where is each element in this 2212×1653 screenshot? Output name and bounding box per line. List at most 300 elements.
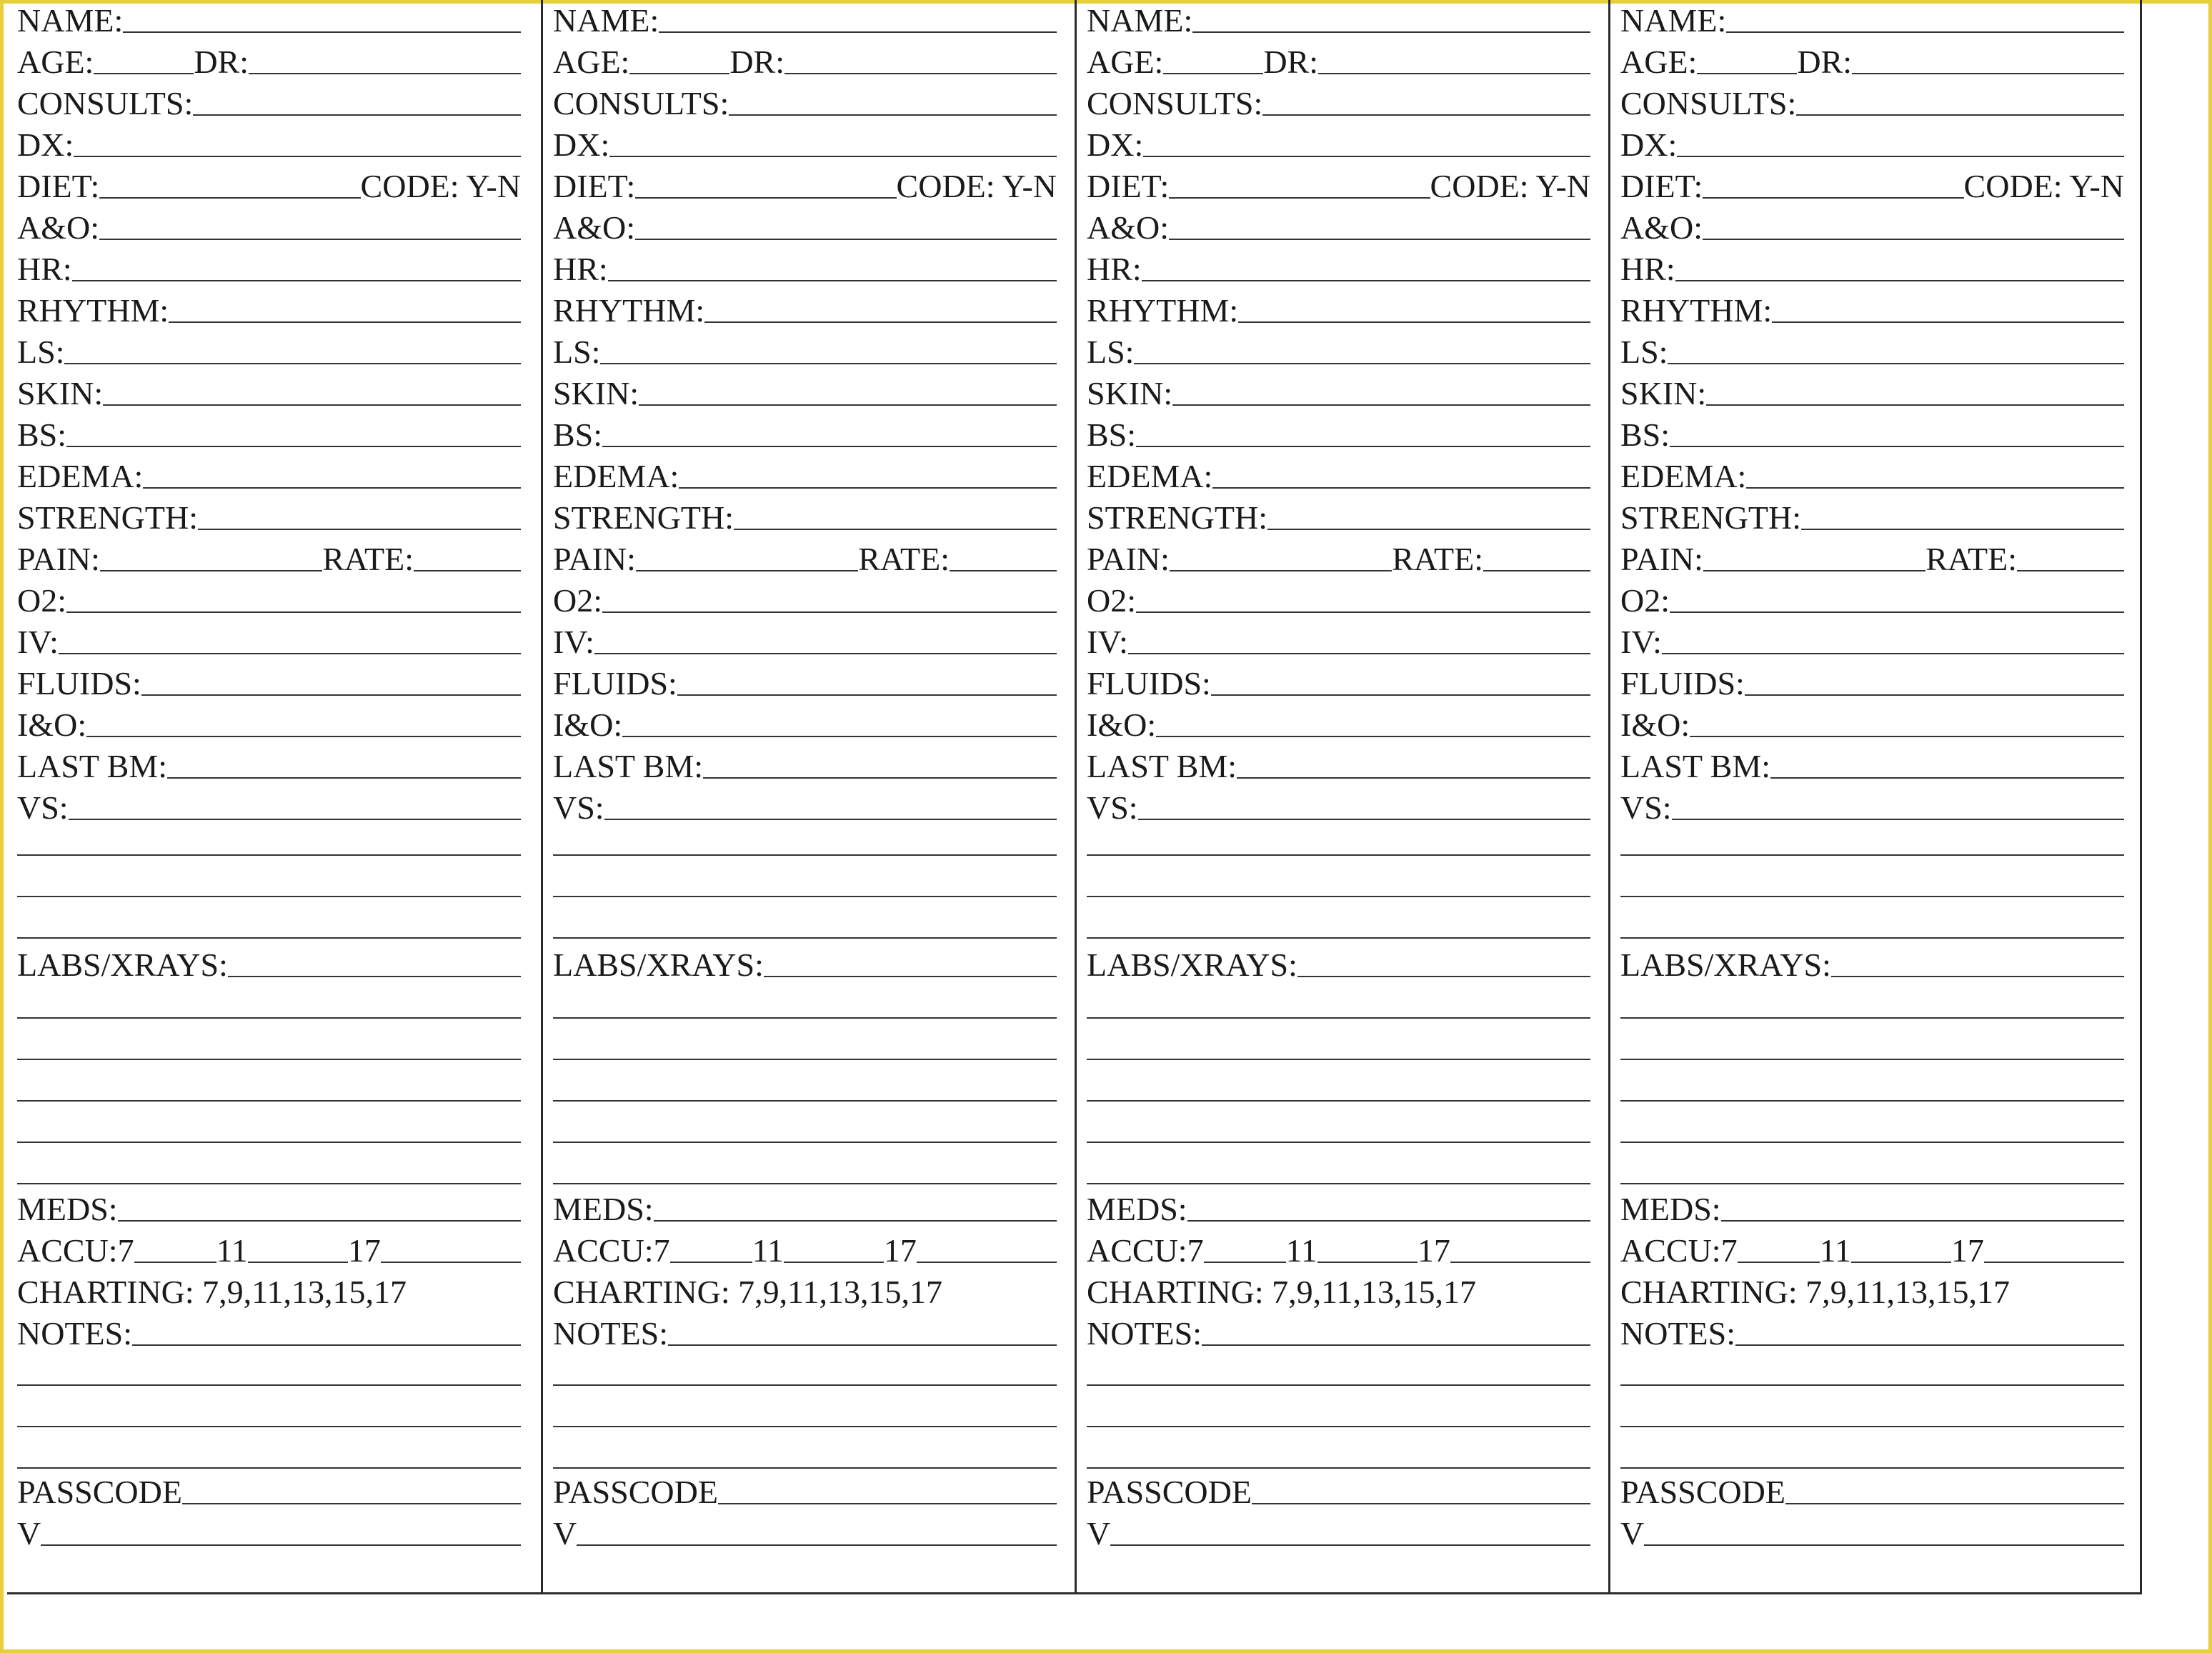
a-and-o-label: A&O: [17,209,99,246]
last-bm-field[interactable] [703,776,1057,779]
hr-row [553,249,1057,286]
labs-extra-line[interactable] [1087,1142,1590,1143]
iv-label: IV: [553,624,594,660]
a-and-o-row [553,207,1057,244]
patient-report-sheet [7,0,2142,1594]
labs-extra-line[interactable] [553,1100,1057,1102]
o2-label: O2: [1620,582,1670,619]
charting-label: CHARTING: 7,9,11,13,15,17 [17,1274,407,1310]
edema-row [1087,456,1590,493]
o2-field[interactable] [66,610,521,613]
fluids-field[interactable] [1745,693,2124,696]
consults-label: CONSULTS: [17,85,194,121]
age-dr-row [553,41,1057,79]
consults-row [1087,83,1590,120]
rhythm-label: RHYTHM: [1620,292,1773,329]
labs-xrays-field[interactable] [228,974,521,977]
notes-extra-line[interactable] [1620,1467,2124,1469]
pain-field[interactable] [1703,569,1925,571]
skin-field[interactable] [1706,403,2124,406]
passcode-field[interactable] [1252,1502,1590,1504]
consults-field[interactable] [1262,113,1590,116]
labs-extra-line[interactable] [1620,1142,2124,1143]
bs-field[interactable] [1136,444,1590,447]
rate-label: RATE: [858,541,950,577]
pain-label: PAIN: [1087,541,1170,577]
age-dr-row [1087,41,1590,79]
passcode-field[interactable] [718,1502,1057,1504]
age-label: AGE: [1620,44,1698,80]
pain-label: PAIN: [17,541,100,577]
labs-extra-line[interactable] [1087,1017,1590,1019]
vs-row [1087,787,1590,824]
vs-label: VS: [1087,789,1138,826]
charting-label: CHARTING: 7,9,11,13,15,17 [553,1274,942,1310]
charting-label: CHARTING: 7,9,11,13,15,17 [1620,1274,2010,1310]
notes-extra-line[interactable] [553,1426,1057,1427]
edema-field[interactable] [143,486,521,489]
skin-row [1087,373,1590,410]
a-and-o-row [17,207,521,244]
name-field[interactable] [123,30,521,33]
rhythm-label: RHYTHM: [1087,292,1239,329]
vs-field[interactable] [1138,817,1590,820]
ls-row [17,331,521,369]
last-bm-label: LAST BM: [1087,748,1237,784]
ls-label: LS: [1620,334,1668,370]
ls-field[interactable] [1668,361,2124,364]
hr-field[interactable] [72,279,521,281]
o2-label: O2: [1087,582,1136,619]
vs-extra-line[interactable] [17,854,521,856]
vs-extra-line[interactable] [1087,896,1590,897]
hr-field[interactable] [1675,279,2124,281]
vs-extra-line[interactable] [17,896,521,897]
last-bm-field[interactable] [1770,776,2124,779]
notes-field[interactable] [132,1343,521,1346]
charting-row [17,1272,521,1309]
hr-field[interactable] [1142,279,1590,281]
rhythm-label: RHYTHM: [17,292,169,329]
meds-field[interactable] [654,1219,1057,1222]
v-field[interactable] [577,1543,1057,1546]
accu-field-11[interactable] [1317,1260,1418,1263]
fluids-label: FLUIDS: [1620,665,1745,701]
iv-row [17,621,521,659]
rhythm-field[interactable] [1772,320,2124,323]
age-field[interactable] [94,71,194,74]
accu-11-label: 11 [752,1232,784,1269]
i-and-o-row [1087,704,1590,741]
name-row [1620,0,2124,37]
labs-extra-line[interactable] [17,1183,521,1184]
notes-extra-line[interactable] [17,1384,521,1386]
vs-extra-line[interactable] [1087,854,1590,856]
iv-field[interactable] [1662,651,2124,654]
dr-field[interactable] [249,71,521,74]
v-field[interactable] [41,1543,521,1546]
rhythm-field[interactable] [169,320,521,323]
strength-label: STRENGTH: [1087,499,1267,536]
i-and-o-label: I&O: [17,706,87,743]
accu-17-label: 17 [1417,1232,1450,1269]
skin-field[interactable] [639,403,1057,406]
rate-field[interactable] [1483,569,1590,571]
fluids-field[interactable] [141,693,521,696]
dx-label: DX: [17,126,74,163]
skin-row [17,373,521,410]
dx-row [553,124,1057,161]
rhythm-field[interactable] [1238,320,1590,323]
last-bm-label: LAST BM: [1620,748,1771,784]
meds-label: MEDS: [553,1191,654,1227]
fluids-row [1087,663,1590,700]
ls-field[interactable] [600,361,1057,364]
labs-xrays-label: LABS/XRAYS: [1087,947,1297,983]
rhythm-row [17,290,521,327]
dr-field[interactable] [1318,71,1590,74]
iv-row [553,621,1057,659]
meds-field[interactable] [1721,1219,2124,1222]
labs-extra-line[interactable] [17,1059,521,1060]
name-field[interactable] [1192,30,1590,33]
labs-xrays-field[interactable] [1297,974,1590,977]
dr-field[interactable] [1852,71,2124,74]
bs-row [17,414,521,451]
ls-row [1620,331,2124,369]
v-field[interactable] [1644,1543,2124,1546]
pain-rate-row [17,539,521,576]
fluids-field[interactable] [677,693,1057,696]
i-and-o-row [1620,704,2124,741]
o2-field[interactable] [602,610,1057,613]
bs-field[interactable] [1670,444,2124,447]
i-and-o-field[interactable] [622,734,1057,737]
name-label: NAME: [17,2,124,39]
meds-field[interactable] [118,1219,521,1222]
v-row [17,1513,521,1550]
accu-field-7[interactable] [1738,1260,1820,1263]
a-and-o-label: A&O: [1087,209,1169,246]
i-and-o-label: I&O: [1620,706,1690,743]
passcode-row [553,1472,1057,1509]
vs-row [17,787,521,824]
notes-field[interactable] [1202,1343,1590,1346]
accu-field-7[interactable] [1204,1260,1286,1263]
vs-extra-line[interactable] [1620,854,2124,856]
diet-label: DIET: [1620,168,1703,204]
iv-field[interactable] [59,651,521,654]
passcode-row [1620,1472,2124,1509]
accu-row [1087,1230,1590,1267]
labs-xrays-label: LABS/XRAYS: [553,947,764,983]
labs-extra-line[interactable] [1620,1059,2124,1060]
vs-extra-line[interactable] [553,854,1057,856]
age-field[interactable] [1163,71,1263,74]
labs-extra-line[interactable] [17,1017,521,1019]
diet-field[interactable] [1169,196,1430,199]
diet-label: DIET: [1087,168,1170,204]
rate-label: RATE: [322,541,414,577]
vs-field[interactable] [604,817,1057,820]
skin-field[interactable] [103,403,521,406]
notes-label: NOTES: [1620,1315,1735,1352]
vs-extra-line[interactable] [1620,937,2124,939]
last-bm-row [1620,746,2124,783]
name-row [553,0,1057,37]
vs-label: VS: [553,789,604,826]
labs-extra-line[interactable] [1087,1183,1590,1184]
ls-field[interactable] [64,361,521,364]
labs-extra-line[interactable] [553,1059,1057,1060]
accu-field-11[interactable] [784,1260,884,1263]
notes-extra-line[interactable] [553,1384,1057,1386]
code-label[interactable]: CODE: Y-N [360,168,521,204]
accu-field-11[interactable] [248,1260,348,1263]
fluids-row [17,663,521,700]
name-row [17,0,521,37]
notes-extra-line[interactable] [1620,1426,2124,1427]
notes-extra-line[interactable] [1620,1384,2124,1386]
accu-row [553,1230,1057,1267]
iv-row [1087,621,1590,659]
vs-extra-line[interactable] [17,937,521,939]
name-field[interactable] [1726,30,2124,33]
labs-extra-line[interactable] [1620,1100,2124,1102]
i-and-o-field[interactable] [86,734,521,737]
dx-field[interactable] [609,154,1057,157]
notes-extra-line[interactable] [1087,1467,1590,1469]
edema-field[interactable] [1746,486,2124,489]
ls-label: LS: [17,334,65,370]
rate-field[interactable] [2017,569,2124,571]
labs-xrays-field[interactable] [764,974,1057,977]
skin-label: SKIN: [1620,375,1707,411]
labs-xrays-row [1620,944,2124,982]
pain-field[interactable] [1170,569,1392,571]
vs-extra-line[interactable] [553,896,1057,897]
rhythm-row [553,290,1057,327]
labs-extra-line[interactable] [1087,1059,1590,1060]
diet-field[interactable] [99,196,360,199]
accu-field-17[interactable] [1450,1260,1590,1263]
iv-label: IV: [17,624,59,660]
notes-extra-line[interactable] [17,1426,521,1427]
labs-extra-line[interactable] [1620,1017,2124,1019]
a-and-o-field[interactable] [1169,237,1590,240]
v-field[interactable] [1110,1543,1590,1546]
ls-field[interactable] [1134,361,1590,364]
age-dr-row [1620,41,2124,79]
rate-field[interactable] [414,569,521,571]
notes-extra-line[interactable] [17,1467,521,1469]
name-label: NAME: [553,2,659,39]
notes-extra-line[interactable] [1087,1426,1590,1427]
a-and-o-label: A&O: [553,209,635,246]
labs-xrays-row [17,944,521,982]
consults-field[interactable] [1796,113,2124,116]
skin-row [553,373,1057,410]
skin-field[interactable] [1172,403,1590,406]
notes-extra-line[interactable] [553,1467,1057,1469]
ls-label: LS: [553,334,601,370]
accu-field-7[interactable] [670,1260,752,1263]
edema-label: EDEMA: [1620,458,1747,494]
fluids-label: FLUIDS: [1087,665,1211,701]
o2-row [1087,580,1590,617]
name-field[interactable] [659,30,1057,33]
iv-row [1620,621,2124,659]
o2-field[interactable] [1136,610,1590,613]
labs-extra-line[interactable] [553,1017,1057,1019]
vs-extra-line[interactable] [553,937,1057,939]
notes-row [553,1313,1057,1350]
dr-field[interactable] [784,71,1057,74]
age-label: AGE: [1087,44,1164,80]
v-label: V [1087,1515,1111,1552]
edema-field[interactable] [679,486,1057,489]
bs-label: BS: [553,416,603,453]
accu-field-11[interactable] [1851,1260,1951,1263]
a-and-o-field[interactable] [99,237,521,240]
strength-field[interactable] [1267,527,1590,530]
strength-field[interactable] [198,527,521,530]
edema-field[interactable] [1212,486,1590,489]
bs-row [1087,414,1590,451]
strength-label: STRENGTH: [1620,499,1801,536]
vs-extra-line[interactable] [1087,937,1590,939]
age-dr-row [17,41,521,79]
hr-label: HR: [17,251,72,287]
i-and-o-field[interactable] [1156,734,1590,737]
last-bm-label: LAST BM: [17,748,168,784]
labs-extra-line[interactable] [17,1142,521,1143]
diet-field[interactable] [635,196,896,199]
skin-label: SKIN: [553,375,639,411]
accu-17-label: 17 [1951,1232,1984,1269]
labs-xrays-field[interactable] [1831,974,2124,977]
vs-row [553,787,1057,824]
strength-field[interactable] [1801,527,2124,530]
notes-field[interactable] [1735,1343,2124,1346]
hr-row [1620,249,2124,286]
rhythm-field[interactable] [704,320,1057,323]
rhythm-row [1620,290,2124,327]
accu-field-17[interactable] [917,1260,1057,1263]
o2-field[interactable] [1670,610,2124,613]
code-label[interactable]: CODE: Y-N [1963,168,2124,204]
notes-label: NOTES: [17,1315,132,1352]
i-and-o-row [553,704,1057,741]
pain-rate-row [553,539,1057,576]
iv-field[interactable] [1128,651,1590,654]
a-and-o-field[interactable] [635,237,1057,240]
code-label[interactable]: CODE: Y-N [896,168,1057,204]
diet-label: DIET: [553,168,636,204]
passcode-field[interactable] [1785,1502,2124,1504]
accu-17-label: 17 [347,1232,381,1269]
dx-field[interactable] [74,154,521,157]
last-bm-field[interactable] [167,776,521,779]
o2-row [553,580,1057,617]
last-bm-row [1087,746,1590,783]
rate-label: RATE: [1392,541,1483,577]
vs-field[interactable] [69,817,521,820]
strength-field[interactable] [734,527,1057,530]
labs-extra-line[interactable] [553,1183,1057,1184]
accu-11-label: 11 [1285,1232,1317,1269]
labs-extra-line[interactable] [17,1100,521,1102]
dx-label: DX: [1087,126,1144,163]
accu-field-17[interactable] [381,1260,521,1263]
labs-extra-line[interactable] [1087,1100,1590,1102]
bs-label: BS: [1620,416,1670,453]
age-field[interactable] [1697,71,1797,74]
name-label: NAME: [1087,2,1193,39]
consults-field[interactable] [729,113,1057,116]
diet-field[interactable] [1703,196,1963,199]
charting-label: CHARTING: 7,9,11,13,15,17 [1087,1274,1476,1310]
dx-row [1087,124,1590,161]
i-and-o-field[interactable] [1690,734,2124,737]
dx-row [1620,124,2124,161]
pain-field[interactable] [636,569,858,571]
dx-field[interactable] [1677,154,2124,157]
consults-field[interactable] [193,113,521,116]
last-bm-field[interactable] [1237,776,1590,779]
hr-field[interactable] [608,279,1057,281]
a-and-o-field[interactable] [1703,237,2124,240]
rate-field[interactable] [950,569,1057,571]
notes-label: NOTES: [1087,1315,1202,1352]
v-row [1620,1513,2124,1550]
edema-row [1620,456,2124,493]
accu-field-17[interactable] [1984,1260,2124,1263]
code-label[interactable]: CODE: Y-N [1430,168,1590,204]
meds-field[interactable] [1187,1219,1590,1222]
vs-extra-line[interactable] [1620,896,2124,897]
notes-field[interactable] [668,1343,1057,1346]
bs-field[interactable] [602,444,1057,447]
fluids-field[interactable] [1211,693,1590,696]
passcode-label: PASSCODE [1087,1474,1252,1510]
dx-field[interactable] [1143,154,1590,157]
bs-field[interactable] [66,444,521,447]
edema-row [17,456,521,493]
v-label: V [553,1515,577,1552]
pain-label: PAIN: [553,541,636,577]
vs-row [1620,787,2124,824]
v-label: V [17,1515,41,1552]
age-label: AGE: [553,44,630,80]
notes-extra-line[interactable] [1087,1384,1590,1386]
diet-code-row [1087,166,1590,203]
accu-field-7[interactable] [134,1260,216,1263]
labs-extra-line[interactable] [553,1142,1057,1143]
pain-field[interactable] [100,569,322,571]
last-bm-row [17,746,521,783]
age-field[interactable] [629,71,729,74]
iv-field[interactable] [594,651,1057,654]
last-bm-row [553,746,1057,783]
vs-field[interactable] [1672,817,2124,820]
pain-rate-row [1087,539,1590,576]
charting-row [1087,1272,1590,1309]
labs-extra-line[interactable] [1620,1183,2124,1184]
o2-row [1620,580,2124,617]
dx-row [17,124,521,161]
passcode-field[interactable] [182,1502,521,1504]
